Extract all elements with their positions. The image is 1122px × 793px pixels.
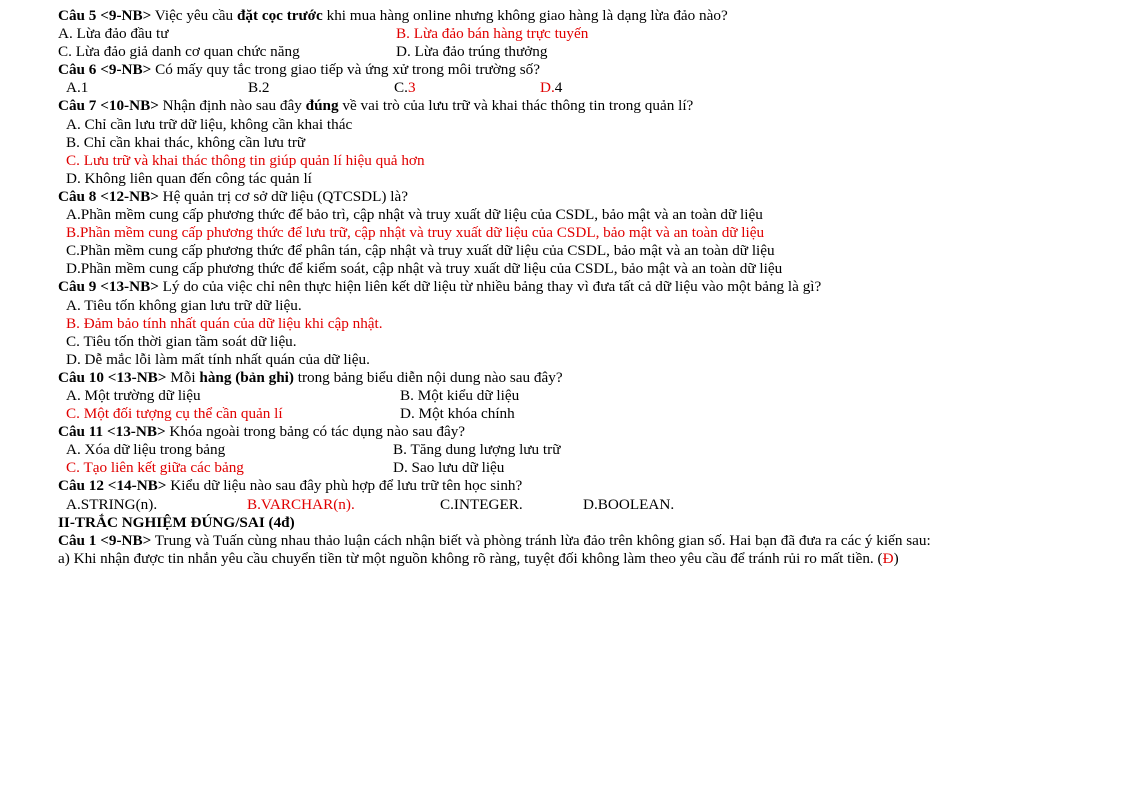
- option-c-correct: C. Lưu trữ và khai thác thông tin giúp quản lí hiệu quả hơn: [66, 151, 425, 169]
- question-stem: Có mấy quy tắc trong giao tiếp và ứng xử trong môi trường số?: [151, 61, 540, 79]
- option-b-correct: B.VARCHAR(n).: [247, 495, 355, 513]
- option-b: B. Chỉ cần khai thác, không cần lưu trữ: [66, 133, 306, 151]
- option-a: A. Xóa dữ liệu trong bảng: [66, 441, 226, 459]
- option-a: A. Một trường dữ liệu: [66, 386, 201, 404]
- question-8: [58, 188, 1068, 206]
- question-12: [58, 477, 1068, 495]
- option-c: C. Tiêu tốn thời gian tầm soát dữ liệu.: [66, 332, 297, 350]
- option-c: [394, 79, 540, 97]
- option-d: D. Dễ mắc lỗi làm mất tính nhất quán của dữ liệu.: [66, 350, 370, 368]
- question-stem: khi mua hàng online nhưng không giao hàng là dạng lừa đảo nào?: [322, 7, 728, 24]
- question-10: [58, 369, 1068, 387]
- answer-value: Đ: [882, 549, 894, 567]
- option-c: C.Phần mềm cung cấp phương thức để phân tán, cập nhật và truy xuất dữ liệu của CSDL, bảo mật và an toàn dữ liệu: [66, 242, 775, 260]
- options-row: [58, 441, 1068, 459]
- exam-document: [58, 7, 1068, 568]
- section-heading: II-TRẮC NGHIỆM ĐÚNG/SAI (4đ): [58, 513, 295, 531]
- question-6: [58, 61, 1068, 79]
- options-row: [58, 405, 1068, 423]
- question-stem: Nhận định nào sau đây: [158, 97, 306, 115]
- question-stem: Hệ quản trị cơ sở dữ liệu (QTCSDL) là?: [158, 187, 408, 205]
- option-b-correct: B.Phần mềm cung cấp phương thức để lưu trữ, cập nhật và truy xuất dữ liệu của CSDL, bảo mật và an toàn dữ liệu: [66, 224, 765, 242]
- option-a: A.Phần mềm cung cấp phương thức để bảo trì, cập nhật và truy xuất dữ liệu của CSDL, bảo mật và an toàn dữ liệu: [66, 206, 763, 224]
- question-stem: trong bảng biểu diễn nội dung nào sau đây?: [293, 368, 563, 386]
- tf-question-1: [58, 532, 1068, 550]
- question-number: Câu 12 <14-NB>: [58, 477, 167, 495]
- option-c-correct: C. Một đối tượng cụ thể cần quản lí: [66, 405, 283, 423]
- question-stem: Khóa ngoài trong bảng có tác dụng nào sau đây?: [165, 423, 466, 441]
- option-b: B. Tăng dung lượng lưu trữ: [393, 441, 561, 459]
- question-9: [58, 278, 1068, 296]
- option-a: A.1: [66, 79, 89, 97]
- options-row: [58, 459, 1068, 477]
- option-a: A. Chỉ cần lưu trữ dữ liệu, không cần khai thác: [66, 115, 353, 133]
- question-number: Câu 1 <9-NB>: [58, 531, 152, 549]
- question-stem: Mỗi: [166, 368, 200, 386]
- question-stem: về vai trò của lưu trữ và khai thác thông tin trong quản lí?: [338, 97, 694, 115]
- option-a: A.STRING(n).: [66, 495, 158, 513]
- question-number: Câu 9 <13-NB>: [58, 278, 159, 296]
- option-b: B.2: [248, 79, 270, 97]
- question-number: Câu 10 <13-NB>: [58, 368, 167, 386]
- option-c: C. Lừa đảo giả danh cơ quan chức năng: [58, 43, 300, 61]
- option-d: D. Lừa đảo trúng thưởng: [396, 43, 548, 61]
- option-d-label: D.: [540, 79, 555, 97]
- option-b-correct: B. Lừa đảo bán hàng trực tuyến: [396, 25, 589, 43]
- tf-statement-a: [58, 550, 1068, 568]
- option-d: D. Một khóa chính: [400, 405, 515, 423]
- question-stem-bold: hàng (bản ghi): [199, 368, 294, 386]
- option-b-correct: B. Đảm bảo tính nhất quán của dữ liệu khi cập nhật.: [66, 314, 383, 332]
- option-d: D.BOOLEAN.: [583, 495, 675, 513]
- options-row: [58, 496, 1068, 514]
- option-c-label: C.: [394, 79, 408, 97]
- answer-close-paren: ): [893, 549, 899, 567]
- question-stem: Việc yêu cầu: [151, 7, 237, 24]
- option-d: [540, 79, 562, 97]
- question-number: Câu 11 <13-NB>: [58, 423, 166, 441]
- option-d: D. Sao lưu dữ liệu: [393, 459, 505, 477]
- option-d: D. Không liên quan đến công tác quản lí: [66, 169, 312, 187]
- option-a: A. Lừa đảo đầu tư: [58, 25, 169, 43]
- option-b: B. Một kiểu dữ liệu: [400, 386, 520, 404]
- option-c-correct: C. Tạo liên kết giữa các bảng: [66, 459, 244, 477]
- question-7: [58, 97, 1068, 115]
- question-number: Câu 7 <10-NB>: [58, 97, 159, 115]
- question-stem: Kiểu dữ liệu nào sau đây phù hợp để lưu trữ tên học sinh?: [166, 477, 523, 495]
- question-stem: Trung và Tuấn cùng nhau thảo luận cách nhận biết và phòng tránh lừa đảo trên không gian số. Hai bạn đã đưa ra các ý kiến sau:: [151, 531, 931, 549]
- options-row: [58, 25, 1068, 43]
- question-number: Câu 5 <9-NB>: [58, 7, 152, 24]
- options-row: [58, 387, 1068, 405]
- question-number: Câu 8 <12-NB>: [58, 187, 159, 205]
- answer-open-paren: (: [877, 549, 883, 567]
- question-stem: Lý do của việc chỉ nên thực hiện liên kết dữ liệu từ nhiều bảng thay vì đưa tất cả dữ liệu vào một bảng là gì?: [158, 278, 822, 296]
- question-stem-bold: đúng: [305, 97, 339, 115]
- question-number: Câu 6 <9-NB>: [58, 61, 152, 79]
- option-d-value: 4: [554, 79, 563, 97]
- statement-answer: [878, 550, 899, 567]
- question-11: [58, 423, 1068, 441]
- option-a: A. Tiêu tốn không gian lưu trữ dữ liệu.: [66, 296, 302, 314]
- question-stem-bold: đặt cọc trước: [236, 7, 323, 24]
- option-c-value: 3: [407, 79, 416, 97]
- question-5: [58, 7, 1068, 25]
- statement-text: a) Khi nhận được tin nhắn yêu cầu chuyển tiền từ một nguồn không rõ ràng, tuyệt đối không làm theo yêu cầu để tránh rủi ro mất tiền.: [58, 549, 874, 567]
- option-c: C.INTEGER.: [440, 495, 523, 513]
- option-d: D.Phần mềm cung cấp phương thức để kiểm soát, cập nhật và truy xuất dữ liệu của CSDL, bảo mật và an toàn dữ liệu: [66, 260, 783, 278]
- options-row: [58, 79, 1068, 97]
- options-row: [58, 43, 1068, 61]
